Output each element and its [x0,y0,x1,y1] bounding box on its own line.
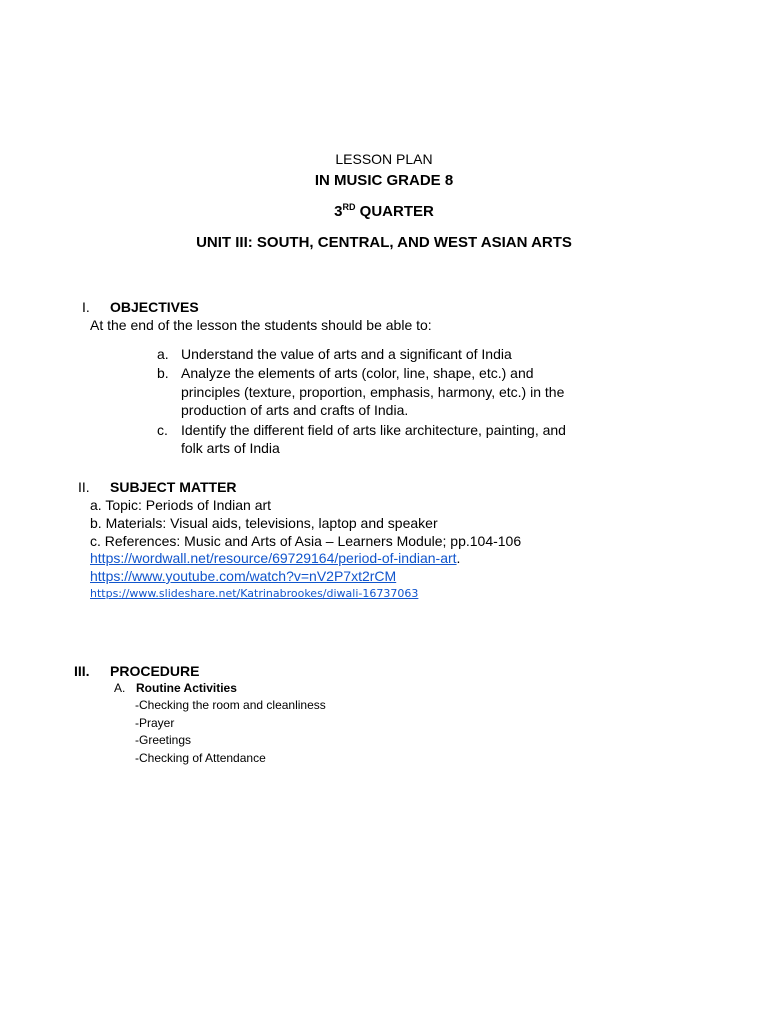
subject-references: c. References: Music and Arts of Asia – Learners Module; pp.104-106 [90,533,522,549]
routine-section-heading: Routine Activities [136,681,237,695]
routine-activity: -Prayer [135,716,175,730]
unit-title: UNIT III: SOUTH, CENTRAL, AND WEST ASIAN ARTS [196,234,572,251]
subject-matter-numeral: II. [78,479,90,495]
link-trailing-period: . [456,550,461,566]
quarter-number: 3 [334,203,343,220]
objectives-numeral: I. [82,299,90,315]
routine-activity: -Checking of Attendance [135,751,266,765]
subject-topic: a. Topic: Periods of Indian art [90,497,272,513]
objective-line: Identify the different field of arts like architecture, painting, and [181,422,566,438]
routine-activity: -Greetings [135,733,192,747]
objective-line: folk arts of India [181,440,280,456]
slideshare-link[interactable]: https://www.slideshare.net/Katrinabrookes/diwali-16737063 [90,587,419,600]
reference-link-row [90,550,460,567]
objective-line: principles (texture, proportion, emphasis, harmony, etc.) in the [181,384,565,400]
quarter-superscript: RD [342,202,356,212]
youtube-link[interactable]: https://www.youtube.com/watch?v=nV2P7xt2rCM [90,568,397,584]
quarter-heading [0,203,768,221]
wordwall-link[interactable]: https://wordwall.net/resource/69729164/period-of-indian-art [90,550,457,566]
procedure-heading: PROCEDURE [110,663,200,679]
objective-line: production of arts and crafts of India. [181,402,409,418]
objective-marker: c. [157,422,168,438]
routine-activity: -Checking the room and cleanliness [135,698,326,712]
objective-marker: b. [157,365,169,381]
subject-matter-heading: SUBJECT MATTER [110,479,237,495]
objective-line: Understand the value of arts and a significant of India [181,346,512,362]
subject-materials: b. Materials: Visual aids, televisions, laptop and speaker [90,515,438,531]
doc-title-line1: LESSON PLAN [335,151,433,167]
doc-title-line2: IN MUSIC GRADE 8 [314,172,454,189]
objectives-heading: OBJECTIVES [110,299,199,315]
objective-marker: a. [157,346,169,362]
objectives-intro: At the end of the lesson the students should be able to: [90,317,432,333]
objective-line: Analyze the elements of arts (color, line, shape, etc.) and [181,365,534,381]
routine-section-marker: A. [114,681,126,695]
procedure-numeral: III. [74,663,90,679]
quarter-label: QUARTER [355,203,434,220]
